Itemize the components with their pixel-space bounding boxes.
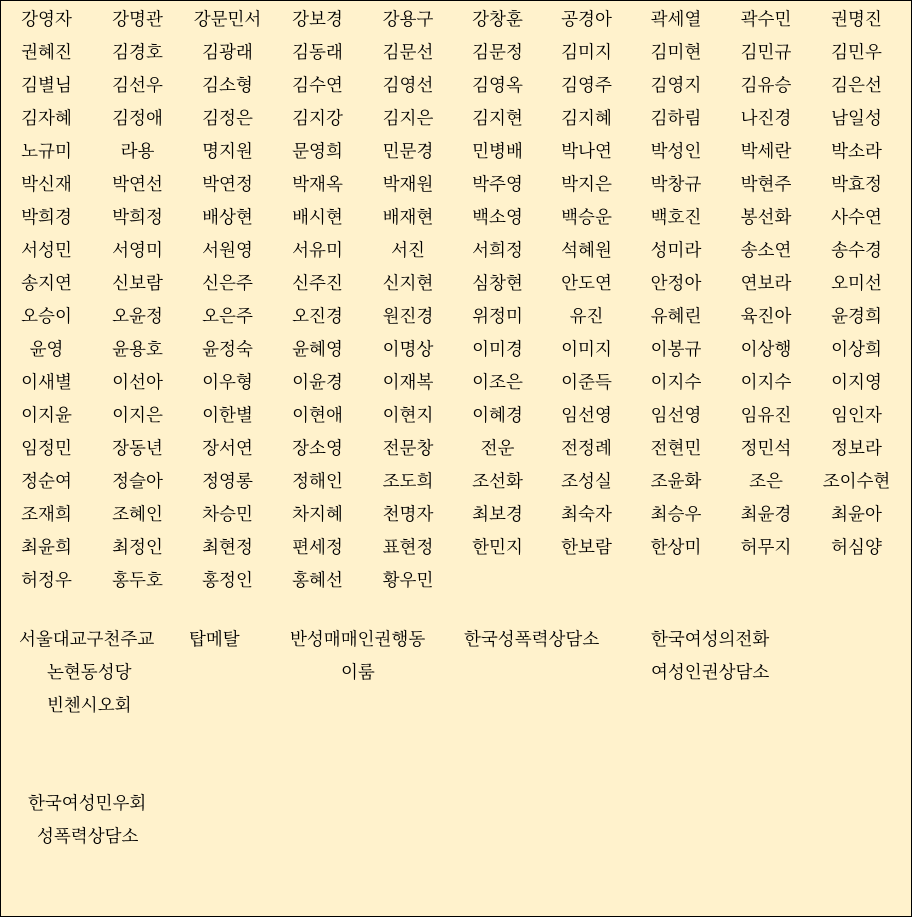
org-korea-womens-hotline-line2: 여성인권상담소 <box>651 663 770 683</box>
donor-name: 김문선 <box>382 42 434 63</box>
donor-name: 오진경 <box>292 306 343 327</box>
donor-name: 김민규 <box>740 42 792 63</box>
donor-name: 김동래 <box>292 42 343 63</box>
donor-name: 유혜린 <box>650 306 702 327</box>
donor-name: 박창규 <box>650 174 702 195</box>
donor-name: 최현정 <box>202 537 253 558</box>
donor-name: 윤정숙 <box>202 339 253 360</box>
org-seoul-catholic-line3: 빈첸시오회 <box>47 696 132 716</box>
donor-name: 이재복 <box>382 372 434 393</box>
donor-name: 사수연 <box>831 207 882 228</box>
donor-name: 배상현 <box>202 207 253 228</box>
donor-name: 이미경 <box>472 339 523 360</box>
donor-name: 임선영 <box>561 405 612 426</box>
donor-name: 강창훈 <box>472 9 523 30</box>
donor-name: 이미지 <box>561 339 612 360</box>
donor-name: 김영선 <box>382 75 434 96</box>
donor-name: 박현주 <box>740 174 792 195</box>
donor-name: 김소형 <box>202 75 253 96</box>
donor-name: 한민지 <box>472 537 523 558</box>
donor-name: 민병배 <box>472 141 523 162</box>
donor-name: 박연선 <box>112 174 163 195</box>
donor-name: 이지수 <box>650 372 702 393</box>
donor-name: 김수연 <box>292 75 343 96</box>
org-womenlink-line1: 한국여성민우회 <box>28 794 147 814</box>
donor-name: 오윤정 <box>112 306 163 327</box>
donor-name: 전운 <box>480 438 515 459</box>
org-womenlink-line2: 성폭력상담소 <box>37 827 139 847</box>
donor-name: 조선화 <box>472 471 523 492</box>
donor-name: 장동년 <box>112 438 163 459</box>
donor-name: 남일성 <box>831 108 882 129</box>
donor-names-grid <box>1 4 911 598</box>
donor-name: 이조은 <box>472 372 523 393</box>
donor-name: 김영지 <box>650 75 702 96</box>
donor-name: 오승이 <box>21 306 72 327</box>
donor-name: 김지강 <box>292 108 343 129</box>
donor-name: 이명상 <box>382 339 434 360</box>
donor-name: 윤혜영 <box>292 339 343 360</box>
donor-name: 최보경 <box>472 504 523 525</box>
donor-name: 이우형 <box>202 372 253 393</box>
donor-name: 배시현 <box>292 207 343 228</box>
donor-name: 이현지 <box>382 405 434 426</box>
donor-name: 정슬아 <box>112 471 163 492</box>
donor-name: 박성인 <box>650 141 702 162</box>
donor-name: 김정애 <box>112 108 163 129</box>
donor-name: 봉선화 <box>740 207 792 228</box>
donor-name: 곽수민 <box>740 9 792 30</box>
donor-name: 최윤아 <box>831 504 882 525</box>
donor-name: 백호진 <box>650 207 702 228</box>
donor-name: 이지수 <box>740 372 792 393</box>
donor-name: 전문창 <box>382 438 434 459</box>
donor-name: 위정미 <box>472 306 523 327</box>
donor-name: 김미지 <box>561 42 612 63</box>
donor-name: 성미라 <box>650 240 702 261</box>
donor-name: 강영자 <box>21 9 72 30</box>
donor-name: 박세란 <box>740 141 792 162</box>
donor-name: 명지원 <box>202 141 253 162</box>
donor-name: 정민석 <box>740 438 792 459</box>
org-seoul-catholic-line1: 서울대교구천주교 <box>19 630 155 650</box>
donor-name: 정보라 <box>831 438 882 459</box>
donor-name: 송지연 <box>21 273 72 294</box>
donor-name: 서성민 <box>21 240 72 261</box>
donor-name: 신주진 <box>292 273 343 294</box>
donor-name: 서희정 <box>472 240 523 261</box>
donor-name: 강용구 <box>382 9 434 30</box>
donor-name: 김지현 <box>472 108 523 129</box>
donor-name: 최승우 <box>650 504 702 525</box>
donor-name: 표현정 <box>382 537 434 558</box>
donor-name: 김선우 <box>112 75 163 96</box>
donor-name: 김영주 <box>561 75 612 96</box>
donor-name: 서진 <box>391 240 425 261</box>
donor-name: 조도희 <box>382 471 434 492</box>
donor-name: 석혜원 <box>561 240 612 261</box>
donor-name: 박재옥 <box>292 174 343 195</box>
donor-name: 임유진 <box>740 405 792 426</box>
donor-name: 박지은 <box>561 174 612 195</box>
donor-name: 조혜인 <box>112 504 163 525</box>
donor-name: 박소라 <box>831 141 882 162</box>
donor-name: 곽세열 <box>650 9 702 30</box>
org-seoul-catholic-line2: 논현동성당 <box>47 663 132 683</box>
donor-name: 홍정인 <box>202 570 253 591</box>
donor-name: 최정인 <box>112 537 163 558</box>
donor-name: 윤영 <box>29 339 64 360</box>
donor-name: 김민우 <box>831 42 882 63</box>
donor-name: 차지혜 <box>292 504 343 525</box>
donor-name: 박나연 <box>561 141 612 162</box>
donor-name: 김정은 <box>202 108 253 129</box>
donor-name: 장소영 <box>292 438 343 459</box>
donor-name: 심창현 <box>472 273 523 294</box>
donor-name: 유진 <box>569 306 604 327</box>
donor-name: 이지영 <box>831 372 882 393</box>
donor-name: 윤용호 <box>112 339 163 360</box>
donor-name: 이상희 <box>831 339 882 360</box>
donor-name: 신은주 <box>202 273 253 294</box>
donor-name: 권명진 <box>831 9 882 30</box>
donor-name: 원진경 <box>382 306 434 327</box>
donor-name: 차승민 <box>202 504 253 525</box>
donor-name: 서유미 <box>292 240 343 261</box>
org-tapmetal: 탑메탈 <box>189 630 240 650</box>
org-anti-trafficking-line1: 반성매매인권행동 <box>290 630 426 650</box>
donor-name: 박연정 <box>202 174 253 195</box>
donor-name: 정해인 <box>292 471 343 492</box>
donor-name: 정영롱 <box>202 471 253 492</box>
donor-name: 안도연 <box>561 273 612 294</box>
donor-name: 이준득 <box>561 372 612 393</box>
donor-name: 임인자 <box>831 405 882 426</box>
donor-name: 육진아 <box>740 306 792 327</box>
donor-name: 김유승 <box>740 75 792 96</box>
donor-name: 장서연 <box>202 438 253 459</box>
donor-name: 나진경 <box>740 108 792 129</box>
donor-name: 민문경 <box>382 141 434 162</box>
donor-name: 권혜진 <box>21 42 72 63</box>
donor-name: 신지현 <box>382 273 434 294</box>
donor-name: 오은주 <box>202 306 253 327</box>
donor-name: 허심양 <box>831 537 882 558</box>
donor-name: 백소영 <box>472 207 523 228</box>
donor-name: 강명관 <box>112 9 163 30</box>
donor-name: 조재희 <box>21 504 72 525</box>
org-korea-womens-hotline-line1: 한국여성의전화 <box>651 630 770 650</box>
donor-name: 서원영 <box>202 240 253 261</box>
donor-name: 송수경 <box>831 240 882 261</box>
donor-name: 김미현 <box>650 42 702 63</box>
donor-name: 허정우 <box>21 570 72 591</box>
donor-name: 조은 <box>749 471 783 492</box>
donor-name: 김영옥 <box>472 75 523 96</box>
donor-name: 윤경희 <box>831 306 882 327</box>
donor-name: 김자혜 <box>21 108 72 129</box>
donor-name: 최윤희 <box>21 537 72 558</box>
donor-name: 문영희 <box>292 141 343 162</box>
donor-name: 김은선 <box>831 75 882 96</box>
donor-name: 연보라 <box>740 273 792 294</box>
donor-name: 홍혜선 <box>292 570 343 591</box>
donor-name: 최숙자 <box>561 504 612 525</box>
donor-name: 박신재 <box>21 174 72 195</box>
donor-name: 오미선 <box>831 273 882 294</box>
donor-name: 김지혜 <box>561 108 612 129</box>
donor-name: 홍두호 <box>112 570 163 591</box>
org-korea-sexual-violence-center: 한국성폭력상담소 <box>464 630 600 650</box>
donor-name: 김지은 <box>382 108 434 129</box>
donor-name: 전정례 <box>561 438 612 459</box>
donor-name: 한보람 <box>561 537 612 558</box>
donor-name: 이지윤 <box>21 405 72 426</box>
donor-name: 조윤화 <box>650 471 702 492</box>
donor-name: 임정민 <box>21 438 72 459</box>
donor-name: 임선영 <box>650 405 702 426</box>
donor-name: 김별님 <box>21 75 72 96</box>
donor-name: 이윤경 <box>292 372 343 393</box>
donor-name: 이혜경 <box>472 405 523 426</box>
donor-name: 강문민서 <box>193 9 262 30</box>
donor-name: 김광래 <box>202 42 253 63</box>
donor-name: 신보람 <box>112 273 163 294</box>
donor-name: 김문정 <box>472 42 523 63</box>
donor-name: 한상미 <box>650 537 702 558</box>
donor-name: 전현민 <box>650 438 702 459</box>
donor-name: 박효정 <box>831 174 882 195</box>
donor-name: 박희정 <box>112 207 163 228</box>
donor-name: 허무지 <box>740 537 792 558</box>
donor-name: 정순여 <box>21 471 72 492</box>
donor-name: 이현애 <box>292 405 343 426</box>
donor-name: 박희경 <box>21 207 72 228</box>
donor-name: 조성실 <box>561 471 612 492</box>
donor-name: 공경아 <box>561 9 612 30</box>
donor-name: 최윤경 <box>740 504 792 525</box>
donor-name: 라용 <box>120 141 155 162</box>
donor-name: 송소연 <box>740 240 792 261</box>
donor-name: 이선아 <box>112 372 163 393</box>
donor-name: 이상행 <box>740 339 792 360</box>
donor-name: 박재원 <box>382 174 434 195</box>
donor-name: 이한별 <box>202 405 253 426</box>
donor-name: 백승운 <box>561 207 612 228</box>
donor-name: 김경호 <box>112 42 163 63</box>
donor-name: 강보경 <box>292 9 343 30</box>
donor-name: 이지은 <box>112 405 163 426</box>
donor-name: 배재현 <box>382 207 434 228</box>
donor-name: 서영미 <box>112 240 163 261</box>
donor-name: 천명자 <box>382 504 434 525</box>
donor-name: 김하림 <box>650 108 702 129</box>
donor-name: 편세정 <box>292 537 343 558</box>
donor-name: 박주영 <box>472 174 523 195</box>
donor-name: 조이수현 <box>822 471 891 492</box>
donor-name: 황우민 <box>382 570 434 591</box>
donor-name: 이새별 <box>21 372 72 393</box>
donor-name: 안정아 <box>650 273 702 294</box>
donor-name: 이봉규 <box>650 339 702 360</box>
donor-name: 노규미 <box>21 141 72 162</box>
org-anti-trafficking-line2: 이룸 <box>341 663 375 683</box>
